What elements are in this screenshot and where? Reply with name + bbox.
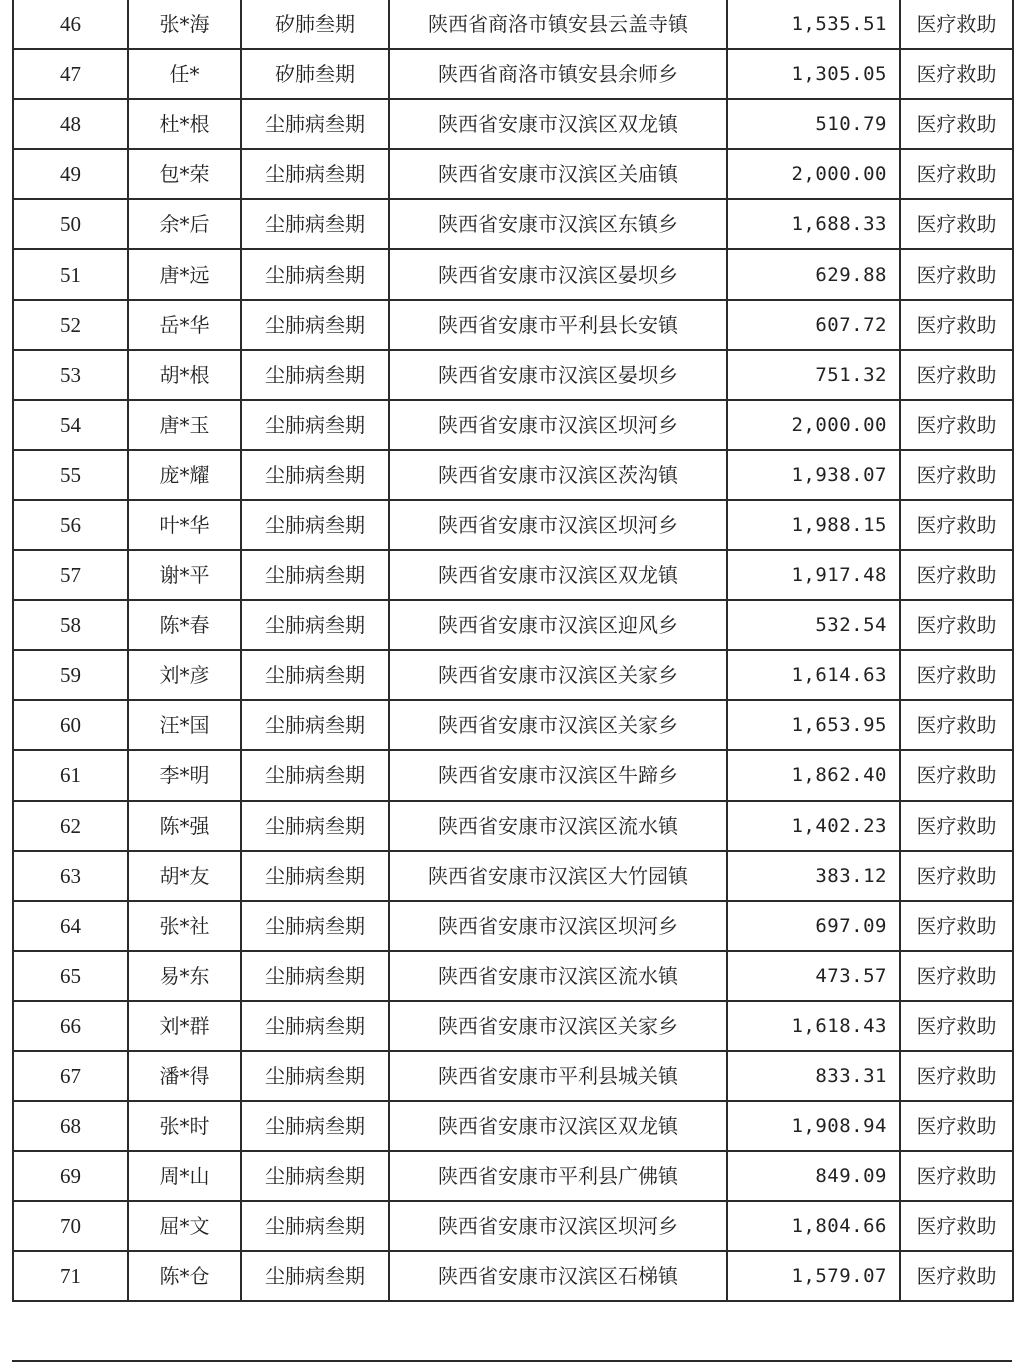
table-row (13, 49, 1013, 99)
relief-type-cell: 医疗救助 (900, 600, 1013, 650)
disease-cell: 尘肺病叁期 (241, 1151, 389, 1201)
relief-type-cell: 医疗救助 (900, 951, 1013, 1001)
relief-type-cell: 医疗救助 (900, 550, 1013, 600)
address-cell: 陕西省安康市汉滨区坝河乡 (389, 400, 727, 450)
name-cell: 易*东 (128, 951, 241, 1001)
table-row (13, 650, 1013, 700)
row-number-cell: 46 (13, 0, 128, 49)
address-cell: 陕西省安康市汉滨区关庙镇 (389, 149, 727, 199)
address-cell: 陕西省安康市汉滨区关家乡 (389, 700, 727, 750)
relief-type-cell: 医疗救助 (900, 801, 1013, 851)
disease-cell: 尘肺病叁期 (241, 1201, 389, 1251)
amount-cell: 697.09 (727, 901, 900, 951)
address-cell: 陕西省安康市汉滨区关家乡 (389, 650, 727, 700)
address-cell: 陕西省安康市汉滨区迎风乡 (389, 600, 727, 650)
row-number-cell: 57 (13, 550, 128, 600)
relief-type-cell: 医疗救助 (900, 0, 1013, 49)
amount-cell: 1,938.07 (727, 450, 900, 500)
name-cell: 陈*强 (128, 801, 241, 851)
address-cell: 陕西省安康市汉滨区晏坝乡 (389, 350, 727, 400)
address-cell: 陕西省安康市平利县城关镇 (389, 1051, 727, 1101)
disease-cell: 尘肺病叁期 (241, 199, 389, 249)
table-row (13, 901, 1013, 951)
roster-body (13, 0, 1013, 1301)
amount-cell: 629.88 (727, 249, 900, 299)
amount-cell: 1,917.48 (727, 550, 900, 600)
address-cell: 陕西省安康市汉滨区坝河乡 (389, 1201, 727, 1251)
relief-type-cell: 医疗救助 (900, 249, 1013, 299)
table-row (13, 300, 1013, 350)
name-cell: 陈*仓 (128, 1251, 241, 1301)
disease-cell: 尘肺病叁期 (241, 901, 389, 951)
row-number-cell: 53 (13, 350, 128, 400)
row-number-cell: 47 (13, 49, 128, 99)
relief-type-cell: 医疗救助 (900, 750, 1013, 800)
row-number-cell: 65 (13, 951, 128, 1001)
address-cell: 陕西省安康市汉滨区石梯镇 (389, 1251, 727, 1301)
amount-cell: 1,579.07 (727, 1251, 900, 1301)
name-cell: 谢*平 (128, 550, 241, 600)
row-number-cell: 58 (13, 600, 128, 650)
row-number-cell: 54 (13, 400, 128, 450)
disease-cell: 尘肺病叁期 (241, 400, 389, 450)
amount-cell: 2,000.00 (727, 149, 900, 199)
name-cell: 张*时 (128, 1101, 241, 1151)
relief-type-cell: 医疗救助 (900, 350, 1013, 400)
disease-cell: 尘肺病叁期 (241, 550, 389, 600)
row-number-cell: 59 (13, 650, 128, 700)
disease-cell: 矽肺叁期 (241, 49, 389, 99)
relief-type-cell: 医疗救助 (900, 700, 1013, 750)
address-cell: 陕西省安康市汉滨区大竹园镇 (389, 851, 727, 901)
name-cell: 张*社 (128, 901, 241, 951)
relief-type-cell: 医疗救助 (900, 901, 1013, 951)
disease-cell: 尘肺病叁期 (241, 500, 389, 550)
relief-type-cell: 医疗救助 (900, 851, 1013, 901)
table-row (13, 99, 1013, 149)
relief-type-cell: 医疗救助 (900, 1151, 1013, 1201)
relief-type-cell: 医疗救助 (900, 650, 1013, 700)
amount-cell: 1,653.95 (727, 700, 900, 750)
table-row (13, 951, 1013, 1001)
disease-cell: 尘肺病叁期 (241, 99, 389, 149)
amount-cell: 1,908.94 (727, 1101, 900, 1151)
name-cell: 唐*远 (128, 249, 241, 299)
address-cell: 陕西省安康市汉滨区坝河乡 (389, 500, 727, 550)
name-cell: 潘*得 (128, 1051, 241, 1101)
address-cell: 陕西省安康市汉滨区双龙镇 (389, 99, 727, 149)
disease-cell: 尘肺病叁期 (241, 650, 389, 700)
relief-type-cell: 医疗救助 (900, 99, 1013, 149)
amount-cell: 833.31 (727, 1051, 900, 1101)
amount-cell: 1,305.05 (727, 49, 900, 99)
row-number-cell: 55 (13, 450, 128, 500)
relief-type-cell: 医疗救助 (900, 1251, 1013, 1301)
address-cell: 陕西省安康市汉滨区茨沟镇 (389, 450, 727, 500)
name-cell: 胡*友 (128, 851, 241, 901)
name-cell: 汪*国 (128, 700, 241, 750)
name-cell: 张*海 (128, 0, 241, 49)
relief-type-cell: 医疗救助 (900, 149, 1013, 199)
row-number-cell: 52 (13, 300, 128, 350)
row-number-cell: 63 (13, 851, 128, 901)
table-row (13, 600, 1013, 650)
name-cell: 周*山 (128, 1151, 241, 1201)
table-bottom-border (12, 1360, 1012, 1364)
name-cell: 刘*彦 (128, 650, 241, 700)
name-cell: 陈*春 (128, 600, 241, 650)
name-cell: 刘*群 (128, 1001, 241, 1051)
amount-cell: 473.57 (727, 951, 900, 1001)
table-row (13, 199, 1013, 249)
amount-cell: 383.12 (727, 851, 900, 901)
address-cell: 陕西省安康市平利县长安镇 (389, 300, 727, 350)
address-cell: 陕西省安康市汉滨区流水镇 (389, 951, 727, 1001)
name-cell: 胡*根 (128, 350, 241, 400)
amount-cell: 1,862.40 (727, 750, 900, 800)
name-cell: 李*明 (128, 750, 241, 800)
row-number-cell: 69 (13, 1151, 128, 1201)
address-cell: 陕西省安康市汉滨区东镇乡 (389, 199, 727, 249)
disease-cell: 尘肺病叁期 (241, 750, 389, 800)
row-number-cell: 66 (13, 1001, 128, 1051)
row-number-cell: 60 (13, 700, 128, 750)
name-cell: 叶*华 (128, 500, 241, 550)
row-number-cell: 68 (13, 1101, 128, 1151)
address-cell: 陕西省安康市汉滨区坝河乡 (389, 901, 727, 951)
disease-cell: 尘肺病叁期 (241, 450, 389, 500)
address-cell: 陕西省安康市平利县广佛镇 (389, 1151, 727, 1201)
address-cell: 陕西省商洛市镇安县云盖寺镇 (389, 0, 727, 49)
table-row (13, 1151, 1013, 1201)
disease-cell: 尘肺病叁期 (241, 700, 389, 750)
address-cell: 陕西省安康市汉滨区牛蹄乡 (389, 750, 727, 800)
relief-type-cell: 医疗救助 (900, 199, 1013, 249)
table-row (13, 149, 1013, 199)
relief-type-cell: 医疗救助 (900, 500, 1013, 550)
disease-cell: 尘肺病叁期 (241, 300, 389, 350)
amount-cell: 1,804.66 (727, 1201, 900, 1251)
relief-type-cell: 医疗救助 (900, 1201, 1013, 1251)
row-number-cell: 48 (13, 99, 128, 149)
address-cell: 陕西省安康市汉滨区晏坝乡 (389, 249, 727, 299)
disease-cell: 尘肺病叁期 (241, 851, 389, 901)
address-cell: 陕西省商洛市镇安县余师乡 (389, 49, 727, 99)
amount-cell: 2,000.00 (727, 400, 900, 450)
address-cell: 陕西省安康市汉滨区关家乡 (389, 1001, 727, 1051)
amount-cell: 510.79 (727, 99, 900, 149)
disease-cell: 尘肺病叁期 (241, 149, 389, 199)
amount-cell: 1,402.23 (727, 801, 900, 851)
address-cell: 陕西省安康市汉滨区流水镇 (389, 801, 727, 851)
row-number-cell: 71 (13, 1251, 128, 1301)
relief-type-cell: 医疗救助 (900, 300, 1013, 350)
amount-cell: 1,535.51 (727, 0, 900, 49)
disease-cell: 尘肺病叁期 (241, 1001, 389, 1051)
name-cell: 任* (128, 49, 241, 99)
table-row (13, 550, 1013, 600)
row-number-cell: 61 (13, 750, 128, 800)
amount-cell: 1,614.63 (727, 650, 900, 700)
disease-cell: 尘肺病叁期 (241, 249, 389, 299)
row-number-cell: 64 (13, 901, 128, 951)
row-number-cell: 67 (13, 1051, 128, 1101)
name-cell: 屈*文 (128, 1201, 241, 1251)
table-row (13, 1001, 1013, 1051)
table-row (13, 400, 1013, 450)
table-row (13, 700, 1013, 750)
name-cell: 岳*华 (128, 300, 241, 350)
amount-cell: 607.72 (727, 300, 900, 350)
disease-cell: 尘肺病叁期 (241, 600, 389, 650)
table-row (13, 750, 1013, 800)
row-number-cell: 56 (13, 500, 128, 550)
name-cell: 庞*耀 (128, 450, 241, 500)
relief-type-cell: 医疗救助 (900, 450, 1013, 500)
disease-cell: 尘肺病叁期 (241, 1051, 389, 1101)
table-row (13, 1101, 1013, 1151)
amount-cell: 751.32 (727, 350, 900, 400)
amount-cell: 1,688.33 (727, 199, 900, 249)
table-row (13, 801, 1013, 851)
table-row (13, 1201, 1013, 1251)
amount-cell: 1,618.43 (727, 1001, 900, 1051)
relief-roster-table (12, 0, 1014, 1302)
address-cell: 陕西省安康市汉滨区双龙镇 (389, 1101, 727, 1151)
row-number-cell: 62 (13, 801, 128, 851)
name-cell: 包*荣 (128, 149, 241, 199)
disease-cell: 尘肺病叁期 (241, 951, 389, 1001)
disease-cell: 尘肺病叁期 (241, 801, 389, 851)
name-cell: 余*后 (128, 199, 241, 249)
relief-type-cell: 医疗救助 (900, 1101, 1013, 1151)
address-cell: 陕西省安康市汉滨区双龙镇 (389, 550, 727, 600)
table-row (13, 249, 1013, 299)
table-row (13, 450, 1013, 500)
table-row (13, 0, 1013, 49)
relief-type-cell: 医疗救助 (900, 1001, 1013, 1051)
relief-type-cell: 医疗救助 (900, 49, 1013, 99)
amount-cell: 849.09 (727, 1151, 900, 1201)
table-row (13, 350, 1013, 400)
amount-cell: 1,988.15 (727, 500, 900, 550)
table-row (13, 1251, 1013, 1301)
disease-cell: 尘肺病叁期 (241, 1101, 389, 1151)
disease-cell: 尘肺病叁期 (241, 350, 389, 400)
table-row (13, 1051, 1013, 1101)
row-number-cell: 70 (13, 1201, 128, 1251)
amount-cell: 532.54 (727, 600, 900, 650)
disease-cell: 矽肺叁期 (241, 0, 389, 49)
row-number-cell: 49 (13, 149, 128, 199)
relief-type-cell: 医疗救助 (900, 1051, 1013, 1101)
relief-type-cell: 医疗救助 (900, 400, 1013, 450)
name-cell: 唐*玉 (128, 400, 241, 450)
name-cell: 杜*根 (128, 99, 241, 149)
table-row (13, 851, 1013, 901)
table-row (13, 500, 1013, 550)
row-number-cell: 51 (13, 249, 128, 299)
row-number-cell: 50 (13, 199, 128, 249)
disease-cell: 尘肺病叁期 (241, 1251, 389, 1301)
